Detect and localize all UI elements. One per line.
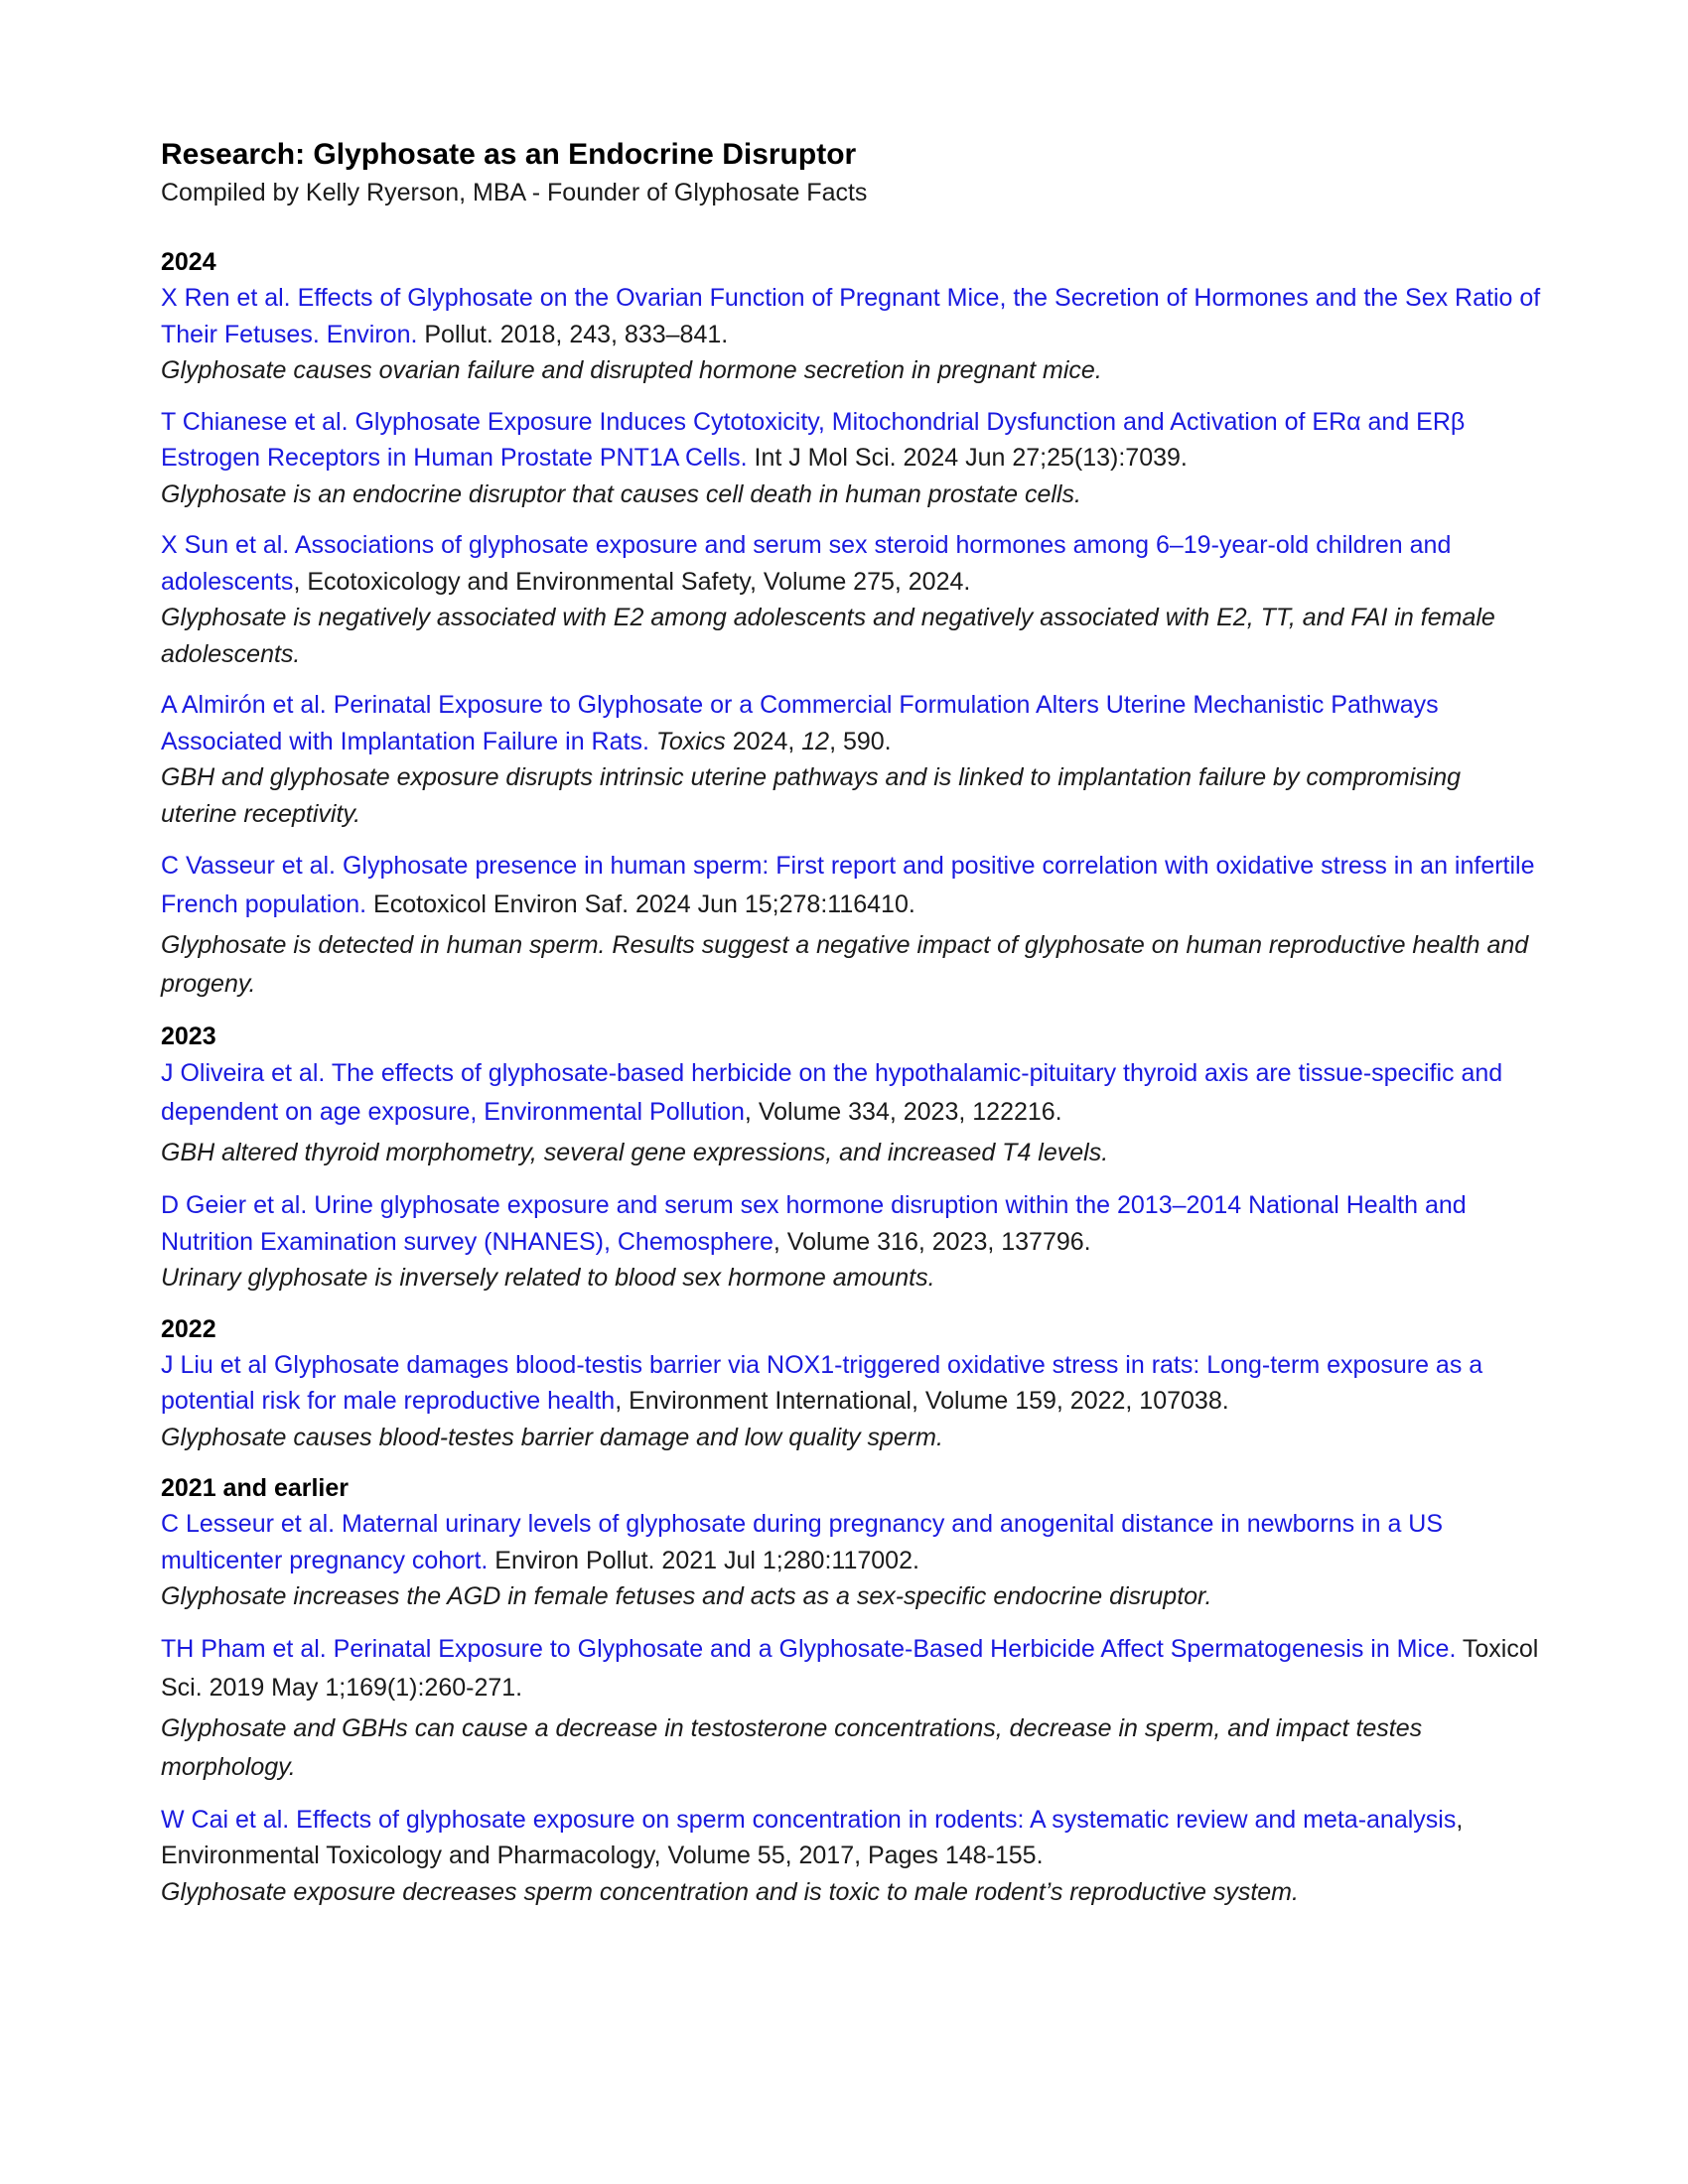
reference-entry <box>161 1187 1541 1297</box>
reference-pages: , 590. <box>829 727 892 755</box>
reference-citation <box>161 1630 1541 1707</box>
reference-summary: Glyphosate exposure decreases sperm concentration and is toxic to male rodent’s reproductive system. <box>161 1877 1299 1906</box>
reference-citation <box>161 687 1541 759</box>
reference-summary: Glyphosate causes blood-testes barrier damage and low quality sperm. <box>161 1423 943 1451</box>
reference-source: , Volume 316, 2023, 137796. <box>773 1227 1091 1256</box>
reference-source: , Environment International, Volume 159, 2022, 107038. <box>615 1387 1229 1415</box>
reference-link[interactable]: TH Pham et al. Perinatal Exposure to Glyphosate and a Glyphosate-Based Herbicide Affect Spermatogenesis in Mice. <box>161 1634 1457 1663</box>
reference-entry <box>161 847 1541 1004</box>
section-2022 <box>161 1311 1541 1456</box>
reference-citation <box>161 1347 1541 1420</box>
reference-link[interactable]: X Sun et al. Associations of glyphosate exposure and serum sex steroid hormones among 6–19-year-old children and adolescents <box>161 531 1452 596</box>
reference-citation <box>161 527 1541 600</box>
reference-link[interactable]: W Cai et al. Effects of glyphosate exposure on sperm concentration in rodents: A systematic review and meta-analysis <box>161 1805 1457 1834</box>
reference-source: Environ Pollut. 2021 Jul 1;280:117002. <box>488 1546 919 1574</box>
reference-volume: 12 <box>801 727 830 755</box>
reference-entry <box>161 1054 1541 1172</box>
reference-link[interactable]: C Vasseur et al. Glyphosate presence in human sperm: First report and positive correlation with oxidative stress in an infertile French population. <box>161 852 1535 918</box>
section-2021-and-earlier <box>161 1470 1541 1910</box>
reference-source: , Environmental Toxicology and Pharmacology, Volume 55, 2017, Pages 148-155. <box>161 1805 1464 1869</box>
reference-link[interactable]: C Lesseur et al. Maternal urinary levels of glyphosate during pregnancy and anogenital distance in newborns in a US multicenter pregnancy cohort. <box>161 1510 1444 1574</box>
reference-year: 2024, <box>725 727 802 755</box>
year-heading: 2021 and earlier <box>161 1474 350 1502</box>
reference-citation <box>161 1506 1541 1578</box>
year-heading: 2022 <box>161 1314 216 1343</box>
reference-entry <box>161 687 1541 832</box>
reference-entry <box>161 1630 1541 1787</box>
reference-source: Int J Mol Sci. 2024 Jun 27;25(13):7039. <box>747 444 1188 472</box>
section-2023 <box>161 1019 1541 1297</box>
reference-summary: Glyphosate and GBHs can cause a decrease in testosterone concentrations, decrease in sperm, and impact testes morphology. <box>161 1713 1423 1781</box>
reference-source: Pollut. 2018, 243, 833–841. <box>417 320 729 348</box>
reference-entry <box>161 527 1541 672</box>
reference-link[interactable]: D Geier et al. Urine glyphosate exposure and serum sex hormone disruption within the 2013–2014 National Health and Nutrition Examination survey (NHANES), Chemosphere <box>161 1191 1467 1256</box>
document-title: Research: Glyphosate as an Endocrine Disruptor <box>161 138 857 171</box>
reference-link[interactable]: J Liu et al Glyphosate damages blood-testis barrier via NOX1-triggered oxidative stress in rats: Long-term exposure as a potential risk for male reproductive health <box>161 1350 1483 1415</box>
reference-summary: GBH and glyphosate exposure disrupts intrinsic uterine pathways and is linked to implantation failure by compromising uterine receptivity. <box>161 763 1462 828</box>
reference-source: , Ecotoxicology and Environmental Safety, Volume 275, 2024. <box>293 567 971 596</box>
reference-summary: Glyphosate is detected in human sperm. Results suggest a negative impact of glyphosate on human reproductive health and progeny. <box>161 931 1529 998</box>
reference-citation <box>161 404 1541 477</box>
reference-link[interactable]: A Almirón et al. Perinatal Exposure to Glyphosate or a Commercial Formulation Alters Uterine Mechanistic Pathways Associated with Implantation Failure in Rats. <box>161 691 1439 755</box>
document-subtitle: Compiled by Kelly Ryerson, MBA - Founder of Glyphosate Facts <box>161 179 868 206</box>
year-heading: 2024 <box>161 248 216 276</box>
reference-journal: Toxics <box>655 727 726 755</box>
reference-link[interactable]: X Ren et al. Effects of Glyphosate on the Ovarian Function of Pregnant Mice, the Secretion of Hormones and the Sex Ratio of Their Fetuses. Environ. <box>161 284 1541 348</box>
reference-source: Ecotoxicol Environ Saf. 2024 Jun 15;278:116410. <box>366 890 915 918</box>
reference-citation <box>161 1802 1541 1874</box>
reference-source: , Volume 334, 2023, 122216. <box>744 1098 1062 1126</box>
reference-citation <box>161 1187 1541 1260</box>
reference-citation <box>161 847 1541 924</box>
reference-link[interactable]: T Chianese et al. Glyphosate Exposure Induces Cytotoxicity, Mitochondrial Dysfunction and Activation of ERα and ERβ Estrogen Receptors in Human Prostate PNT1A Cells. <box>161 407 1466 472</box>
year-heading: 2023 <box>161 1023 216 1050</box>
reference-entry <box>161 1506 1541 1615</box>
document-page <box>161 135 1541 1925</box>
reference-source: Toxicol Sci. 2019 May 1;169(1):260-271. <box>161 1634 1539 1702</box>
reference-summary: Glyphosate is negatively associated with E2 among adolescents and negatively associated with E2, TT, and FAI in female adolescents. <box>161 604 1495 668</box>
reference-summary: Urinary glyphosate is inversely related to blood sex hormone amounts. <box>161 1264 935 1292</box>
section-2024 <box>161 244 1541 1004</box>
reference-entry <box>161 1802 1541 1911</box>
reference-summary: GBH altered thyroid morphometry, several gene expressions, and increased T4 levels. <box>161 1139 1109 1166</box>
reference-summary: Glyphosate increases the AGD in female fetuses and acts as a sex-specific endocrine disruptor. <box>161 1582 1212 1610</box>
reference-entry <box>161 404 1541 513</box>
reference-summary: Glyphosate is an endocrine disruptor that causes cell death in human prostate cells. <box>161 479 1081 508</box>
reference-entry <box>161 1347 1541 1456</box>
reference-citation <box>161 1054 1541 1132</box>
reference-entry <box>161 280 1541 389</box>
reference-citation <box>161 280 1541 352</box>
reference-link[interactable]: J Oliveira et al. The effects of glyphosate-based herbicide on the hypothalamic-pituitary thyroid axis are tissue-specific and dependent on age exposure, Environmental Pollution <box>161 1059 1503 1126</box>
reference-summary: Glyphosate causes ovarian failure and disrupted hormone secretion in pregnant mice. <box>161 356 1102 384</box>
